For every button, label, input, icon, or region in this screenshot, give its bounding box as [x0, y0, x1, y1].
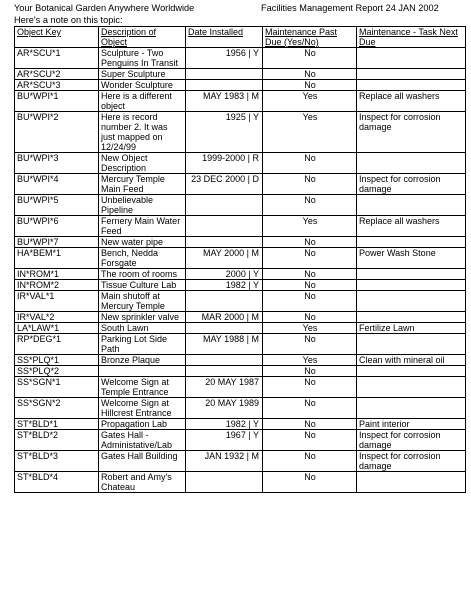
past-due-cell: No: [263, 366, 357, 377]
past-due-cell: No: [263, 280, 357, 291]
date-installed-cell: [186, 216, 263, 237]
date-installed-cell: [186, 195, 263, 216]
table-row: [15, 291, 466, 312]
date-installed-cell: MAY 1988 | M: [186, 334, 263, 355]
table-row: [15, 48, 466, 69]
table-row: [15, 323, 466, 334]
past-due-cell: No: [263, 153, 357, 174]
object-key-cell: BU*WPI*4: [15, 174, 99, 195]
description-cell: Here is a different object: [99, 91, 186, 112]
past-due-cell: No: [263, 291, 357, 312]
task-next-due-cell: [357, 280, 466, 291]
facilities-table: [14, 26, 466, 493]
table-body: [15, 48, 466, 493]
description-cell: Tissue Culture Lab: [99, 280, 186, 291]
date-installed-cell: 1982 | Y: [186, 280, 263, 291]
object-key-cell: ST*BLD*1: [15, 419, 99, 430]
task-next-due-cell: [357, 472, 466, 493]
date-installed-cell: [186, 69, 263, 80]
description-cell: Main shutoff at Mercury Temple: [99, 291, 186, 312]
table-row: [15, 195, 466, 216]
table-header-row: [15, 27, 466, 48]
object-key-cell: AR*SCU*3: [15, 80, 99, 91]
description-cell: Super Sculpture: [99, 69, 186, 80]
task-next-due-cell: [357, 195, 466, 216]
past-due-cell: Yes: [263, 91, 357, 112]
description-cell: Bench, Nedda Forsgate: [99, 248, 186, 269]
task-next-due-cell: [357, 398, 466, 419]
object-key-cell: ST*BLD*3: [15, 451, 99, 472]
date-installed-cell: 23 DEC 2000 | D: [186, 174, 263, 195]
task-next-due-cell: Inspect for corrosion damage: [357, 430, 466, 451]
task-next-due-cell: Paint interior: [357, 419, 466, 430]
date-installed-cell: 1925 | Y: [186, 112, 263, 153]
table-row: [15, 153, 466, 174]
past-due-cell: Yes: [263, 355, 357, 366]
object-key-cell: BU*WPI*7: [15, 237, 99, 248]
past-due-cell: No: [263, 48, 357, 69]
object-key-cell: BU*WPI*3: [15, 153, 99, 174]
object-key-cell: SS*PLQ*2: [15, 366, 99, 377]
task-next-due-cell: Replace all washers: [357, 91, 466, 112]
column-header-description: Description of Object: [99, 27, 186, 48]
object-key-cell: AR*SCU*2: [15, 69, 99, 80]
task-next-due-cell: [357, 80, 466, 91]
table-row: [15, 237, 466, 248]
description-cell: Mercury Temple Main Feed: [99, 174, 186, 195]
past-due-cell: No: [263, 174, 357, 195]
table-row: [15, 216, 466, 237]
description-cell: Wonder Sculpture: [99, 80, 186, 91]
past-due-cell: No: [263, 248, 357, 269]
object-key-cell: RP*DEG*1: [15, 334, 99, 355]
date-installed-cell: [186, 80, 263, 91]
description-cell: Parking Lot Side Path: [99, 334, 186, 355]
object-key-cell: IR*VAL*2: [15, 312, 99, 323]
table-row: [15, 451, 466, 472]
column-header-date-installed: Date Installed: [186, 27, 263, 48]
table-row: [15, 472, 466, 493]
description-cell: New Object Description: [99, 153, 186, 174]
description-cell: [99, 366, 186, 377]
task-next-due-cell: [357, 377, 466, 398]
past-due-cell: No: [263, 269, 357, 280]
past-due-cell: No: [263, 69, 357, 80]
object-key-cell: BU*WPI*2: [15, 112, 99, 153]
table-row: [15, 69, 466, 80]
table-row: [15, 377, 466, 398]
table-row: [15, 280, 466, 291]
past-due-cell: No: [263, 419, 357, 430]
object-key-cell: ST*BLD*2: [15, 430, 99, 451]
object-key-cell: SS*SGN*1: [15, 377, 99, 398]
object-key-cell: SS*PLQ*1: [15, 355, 99, 366]
task-next-due-cell: Inspect for corrosion damage: [357, 451, 466, 472]
past-due-cell: No: [263, 80, 357, 91]
past-due-cell: No: [263, 195, 357, 216]
object-key-cell: ST*BLD*4: [15, 472, 99, 493]
past-due-cell: No: [263, 237, 357, 248]
object-key-cell: IR*VAL*1: [15, 291, 99, 312]
table-row: [15, 312, 466, 323]
date-installed-cell: [186, 237, 263, 248]
description-cell: Here is record number 2. It was just mapped on 12/24/99: [99, 112, 186, 153]
task-next-due-cell: [357, 269, 466, 280]
past-due-cell: No: [263, 472, 357, 493]
object-key-cell: IN*ROM*2: [15, 280, 99, 291]
date-installed-cell: 1999-2000 | R: [186, 153, 263, 174]
table-row: [15, 398, 466, 419]
date-installed-cell: MAY 1983 | M: [186, 91, 263, 112]
description-cell: Sculpture - Two Penguins In Transit: [99, 48, 186, 69]
report-org-title: Your Botanical Garden Anywhere Worldwide: [14, 3, 195, 13]
table-row: [15, 334, 466, 355]
task-next-due-cell: [357, 334, 466, 355]
table-row: [15, 419, 466, 430]
description-cell: Welcome Sign at Hillcrest Entrance: [99, 398, 186, 419]
column-header-task-next-due: Maintenance - Task Next Due: [357, 27, 466, 48]
date-installed-cell: JAN 1932 | M: [186, 451, 263, 472]
past-due-cell: No: [263, 377, 357, 398]
past-due-cell: No: [263, 334, 357, 355]
table-row: [15, 355, 466, 366]
date-installed-cell: 1956 | Y: [186, 48, 263, 69]
date-installed-cell: [186, 355, 263, 366]
column-header-past-due: Maintenance Past Due (Yes/No): [263, 27, 357, 48]
object-key-cell: LA*LAW*1: [15, 323, 99, 334]
object-key-cell: BU*WPI*5: [15, 195, 99, 216]
task-next-due-cell: [357, 366, 466, 377]
column-header-object-key: Object Key: [15, 27, 99, 48]
object-key-cell: AR*SCU*1: [15, 48, 99, 69]
date-installed-cell: 2000 | Y: [186, 269, 263, 280]
date-installed-cell: [186, 291, 263, 312]
task-next-due-cell: Power Wash Stone: [357, 248, 466, 269]
object-key-cell: SS*SGN*2: [15, 398, 99, 419]
past-due-cell: Yes: [263, 216, 357, 237]
table-row: [15, 430, 466, 451]
description-cell: Fernery Main Water Feed: [99, 216, 186, 237]
description-cell: New water pipe: [99, 237, 186, 248]
past-due-cell: No: [263, 312, 357, 323]
date-installed-cell: 1982 | Y: [186, 419, 263, 430]
date-installed-cell: [186, 366, 263, 377]
table-row: [15, 269, 466, 280]
table-row: [15, 91, 466, 112]
description-cell: Unbelievable Pipeline: [99, 195, 186, 216]
report-title: Facilities Management Report 24 JAN 2002: [261, 3, 439, 13]
task-next-due-cell: Inspect for corrosion damage: [357, 174, 466, 195]
description-cell: Welcome Sign at Temple Entrance: [99, 377, 186, 398]
table-row: [15, 80, 466, 91]
table-row: [15, 248, 466, 269]
table-row: [15, 366, 466, 377]
object-key-cell: HA*BEM*1: [15, 248, 99, 269]
description-cell: Gates Hall Building: [99, 451, 186, 472]
date-installed-cell: 20 MAY 1989: [186, 398, 263, 419]
task-next-due-cell: [357, 237, 466, 248]
past-due-cell: Yes: [263, 323, 357, 334]
date-installed-cell: [186, 472, 263, 493]
date-installed-cell: [186, 323, 263, 334]
description-cell: Gates Hall - Administative/Lab: [99, 430, 186, 451]
task-next-due-cell: [357, 153, 466, 174]
past-due-cell: No: [263, 398, 357, 419]
object-key-cell: IN*ROM*1: [15, 269, 99, 280]
description-cell: The room of rooms: [99, 269, 186, 280]
date-installed-cell: 1967 | Y: [186, 430, 263, 451]
past-due-cell: No: [263, 430, 357, 451]
task-next-due-cell: [357, 312, 466, 323]
table-row: [15, 112, 466, 153]
task-next-due-cell: [357, 48, 466, 69]
date-installed-cell: 20 MAY 1987: [186, 377, 263, 398]
description-cell: Robert and Amy's Chateau: [99, 472, 186, 493]
description-cell: New sprinkler valve: [99, 312, 186, 323]
description-cell: Propagation Lab: [99, 419, 186, 430]
task-next-due-cell: Fertilize Lawn: [357, 323, 466, 334]
past-due-cell: No: [263, 451, 357, 472]
report-note: Here's a note on this topic:: [14, 15, 123, 25]
object-key-cell: BU*WPI*1: [15, 91, 99, 112]
task-next-due-cell: [357, 291, 466, 312]
table-row: [15, 174, 466, 195]
object-key-cell: BU*WPI*6: [15, 216, 99, 237]
date-installed-cell: MAR 2000 | M: [186, 312, 263, 323]
past-due-cell: Yes: [263, 112, 357, 153]
description-cell: South Lawn: [99, 323, 186, 334]
description-cell: Bronze Plaque: [99, 355, 186, 366]
task-next-due-cell: Clean with mineral oil: [357, 355, 466, 366]
task-next-due-cell: Replace all washers: [357, 216, 466, 237]
date-installed-cell: MAY 2000 | M: [186, 248, 263, 269]
task-next-due-cell: [357, 69, 466, 80]
task-next-due-cell: Inspect for corrosion damage: [357, 112, 466, 153]
